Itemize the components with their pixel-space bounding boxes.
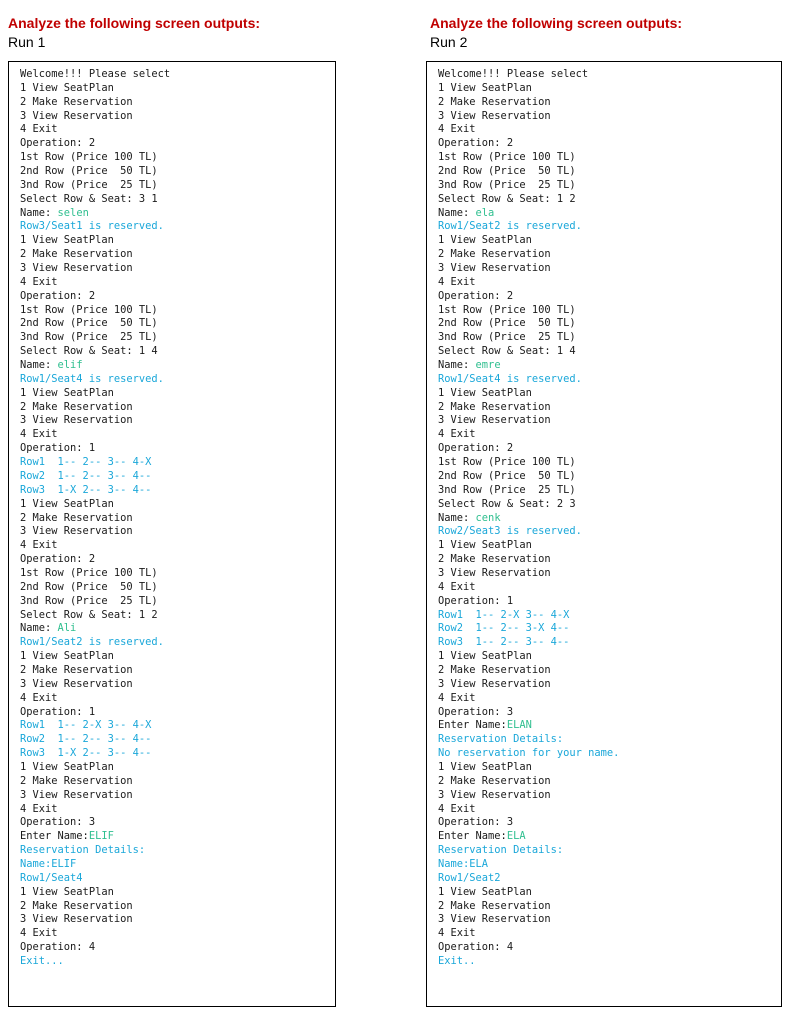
console-prompt-text: 3 View Reservation: [438, 913, 551, 926]
console-output-text: Row1 1-- 2-X 3-- 4-X: [438, 608, 570, 621]
console-output-text: Exit...: [20, 955, 64, 967]
console-prompt-text: 4 Exit: [20, 802, 58, 815]
console-line: [438, 359, 781, 373]
console-line: [20, 816, 335, 830]
console-prompt-text: 1st Row (Price 100 TL): [20, 303, 158, 316]
console-prompt-text: 2nd Row (Price 50 TL): [438, 317, 576, 330]
console-prompt-text: 2nd Row (Price 50 TL): [438, 469, 576, 482]
console-line: [20, 207, 335, 221]
console-output-text: Reservation Details:: [438, 733, 564, 746]
console-user-input: ELA: [506, 830, 526, 843]
console-line: [438, 733, 781, 747]
console-line: [20, 650, 335, 664]
console-prompt-text: 1 View SeatPlan: [20, 81, 114, 94]
console-prompt-text: 3 View Reservation: [20, 262, 133, 275]
console-prompt-text: 3 View Reservation: [20, 677, 133, 690]
console-line: [20, 913, 335, 927]
console-line: [438, 137, 781, 151]
console-prompt-text: Name:: [20, 622, 58, 635]
run-2-console-text: [427, 62, 781, 969]
console-line: [438, 512, 781, 526]
console-prompt-text: Operation: 2: [20, 137, 96, 150]
console-prompt-text: 3nd Row (Price 25 TL): [20, 331, 158, 344]
run-1-heading: Analyze the following screen outputs:: [8, 15, 261, 31]
console-output-text: Row3 1-X 2-- 3-- 4--: [20, 483, 152, 496]
console-prompt-text: 2nd Row (Price 50 TL): [20, 165, 158, 178]
console-line: [438, 650, 781, 664]
console-prompt-text: 4 Exit: [20, 428, 58, 441]
console-line: [20, 373, 335, 387]
console-prompt-text: 2 Make Reservation: [438, 774, 551, 787]
console-prompt-text: 3 View Reservation: [20, 788, 133, 801]
console-line: [438, 414, 781, 428]
console-output-text: No reservation for your name.: [438, 747, 620, 760]
console-prompt-text: 1st Row (Price 100 TL): [438, 151, 576, 164]
console-line: [438, 844, 781, 858]
console-prompt-text: Operation: 1: [438, 594, 514, 607]
console-prompt-text: Name:: [438, 206, 476, 219]
console-line: [20, 151, 335, 165]
console-prompt-text: 1st Row (Price 100 TL): [20, 151, 158, 164]
console-prompt-text: 1 View SeatPlan: [20, 760, 114, 773]
console-prompt-text: 2 Make Reservation: [20, 663, 133, 676]
console-prompt-text: 4 Exit: [438, 428, 476, 441]
console-line: [438, 234, 781, 248]
console-output-text: Reservation Details:: [20, 844, 146, 857]
console-line: [20, 539, 335, 553]
console-line: [438, 706, 781, 720]
console-user-input: ELIF: [88, 830, 114, 843]
console-line: [20, 456, 335, 470]
console-line: [20, 955, 335, 969]
console-line: [438, 276, 781, 290]
console-line: [438, 373, 781, 387]
console-user-input: ela: [475, 206, 495, 219]
console-prompt-text: Operation: 3: [438, 705, 514, 718]
console-output-text: Name:ELA: [438, 857, 489, 870]
console-line: [20, 595, 335, 609]
console-line: [438, 248, 781, 262]
console-line: [438, 886, 781, 900]
console-line: [438, 830, 781, 844]
console-prompt-text: 2 Make Reservation: [20, 899, 133, 912]
console-prompt-text: 3 View Reservation: [20, 109, 133, 122]
console-prompt-text: 1 View SeatPlan: [20, 386, 114, 399]
console-prompt-text: 2 Make Reservation: [20, 400, 133, 413]
console-line: [438, 345, 781, 359]
console-line: [438, 123, 781, 137]
console-line: [20, 276, 335, 290]
console-line: [20, 719, 335, 733]
console-prompt-text: 4 Exit: [438, 580, 476, 593]
console-prompt-text: 3 View Reservation: [438, 677, 551, 690]
console-prompt-text: 1st Row (Price 100 TL): [438, 303, 576, 316]
console-output-text: Row3 1-X 2-- 3-- 4--: [20, 747, 152, 760]
console-output-text: Row1 1-- 2-X 3-- 4-X: [20, 719, 152, 732]
console-line: [438, 636, 781, 650]
console-line: [438, 692, 781, 706]
console-prompt-text: 4 Exit: [20, 539, 58, 552]
console-line: [20, 692, 335, 706]
console-prompt-text: 1 View SeatPlan: [20, 234, 114, 247]
console-prompt-text: 3 View Reservation: [20, 913, 133, 926]
console-prompt-text: 3nd Row (Price 25 TL): [438, 178, 576, 191]
console-line: [438, 789, 781, 803]
run-2-heading: Analyze the following screen outputs:: [430, 15, 683, 31]
console-line: [438, 484, 781, 498]
console-line: [20, 179, 335, 193]
console-line: [20, 165, 335, 179]
console-prompt-text: Operation: 4: [438, 941, 514, 954]
console-line: [438, 664, 781, 678]
console-line: [438, 110, 781, 124]
console-line: [20, 442, 335, 456]
console-line: [20, 317, 335, 331]
console-line: [438, 567, 781, 581]
console-prompt-text: 2 Make Reservation: [438, 663, 551, 676]
console-prompt-text: Operation: 2: [20, 553, 96, 566]
console-line: [438, 220, 781, 234]
console-output-text: Row2/Seat3 is reserved.: [438, 525, 582, 538]
run-1-console-text: [9, 62, 335, 969]
console-prompt-text: Enter Name:: [438, 830, 507, 843]
console-prompt-text: Enter Name:: [20, 830, 89, 843]
console-line: [20, 401, 335, 415]
console-output-text: Row1/Seat2 is reserved.: [438, 220, 582, 233]
console-line: [438, 595, 781, 609]
console-line: [20, 359, 335, 373]
console-output-text: Row2 1-- 2-- 3-- 4--: [20, 733, 152, 746]
console-line: [20, 137, 335, 151]
console-line: [20, 747, 335, 761]
console-line: [438, 941, 781, 955]
console-line: [438, 622, 781, 636]
console-output-text: Exit..: [438, 955, 476, 967]
console-prompt-text: 2 Make Reservation: [438, 248, 551, 261]
console-prompt-text: Welcome!!! Please select: [438, 68, 589, 80]
console-prompt-text: Select Row & Seat: 3 1: [20, 192, 158, 205]
console-user-input: elif: [57, 359, 83, 372]
console-line: [438, 290, 781, 304]
console-output-text: Row1/Seat4 is reserved.: [20, 372, 164, 385]
console-line: [438, 900, 781, 914]
console-prompt-text: Name:: [438, 511, 476, 524]
console-line: [20, 830, 335, 844]
console-line: [438, 747, 781, 761]
console-prompt-text: 1 View SeatPlan: [20, 497, 114, 510]
console-prompt-text: 4 Exit: [438, 691, 476, 704]
console-output-text: Row1/Seat2 is reserved.: [20, 636, 164, 649]
console-line: [20, 82, 335, 96]
console-prompt-text: 1 View SeatPlan: [438, 650, 532, 663]
console-line: [20, 220, 335, 234]
console-line: [20, 858, 335, 872]
console-line: [438, 331, 781, 345]
console-prompt-text: Operation: 2: [438, 137, 514, 150]
console-prompt-text: Operation: 2: [438, 289, 514, 302]
console-output-text: Row1/Seat4: [20, 871, 83, 884]
console-line: [438, 304, 781, 318]
console-prompt-text: 2nd Row (Price 50 TL): [20, 580, 158, 593]
console-line: [438, 955, 781, 969]
console-line: [438, 498, 781, 512]
console-line: [438, 317, 781, 331]
console-user-input: cenk: [475, 511, 501, 524]
console-output-text: Row2 1-- 2-- 3-- 4--: [20, 469, 152, 482]
console-line: [20, 664, 335, 678]
console-prompt-text: 4 Exit: [438, 123, 476, 136]
console-line: [438, 719, 781, 733]
console-prompt-text: 3 View Reservation: [438, 566, 551, 579]
console-line: [438, 387, 781, 401]
console-line: [20, 567, 335, 581]
console-output-text: Name:ELIF: [20, 857, 77, 870]
console-prompt-text: 3 View Reservation: [438, 109, 551, 122]
console-line: [438, 207, 781, 221]
console-prompt-text: 3 View Reservation: [20, 525, 133, 538]
console-prompt-text: 2 Make Reservation: [20, 511, 133, 524]
console-user-input: Ali: [57, 622, 77, 635]
console-line: [438, 872, 781, 886]
console-prompt-text: Operation: 2: [438, 442, 514, 455]
console-prompt-text: 2 Make Reservation: [438, 400, 551, 413]
console-line: [20, 193, 335, 207]
console-line: [20, 581, 335, 595]
console-line: [438, 151, 781, 165]
console-line: [20, 733, 335, 747]
console-line: [20, 470, 335, 484]
console-line: [438, 775, 781, 789]
console-prompt-text: Operation: 1: [20, 442, 96, 455]
console-line: [438, 401, 781, 415]
console-line: [20, 553, 335, 567]
console-output-text: Row3 1-- 2-- 3-- 4--: [438, 636, 570, 649]
console-line: [438, 858, 781, 872]
console-line: [20, 414, 335, 428]
console-prompt-text: Name:: [20, 206, 58, 219]
console-prompt-text: Enter Name:: [438, 719, 507, 732]
console-line: [20, 262, 335, 276]
console-line: [20, 775, 335, 789]
console-line: [20, 234, 335, 248]
console-line: [20, 248, 335, 262]
console-line: [438, 761, 781, 775]
console-prompt-text: 2 Make Reservation: [20, 774, 133, 787]
console-line: [20, 387, 335, 401]
console-line: [20, 484, 335, 498]
console-prompt-text: Select Row & Seat: 1 4: [438, 345, 576, 358]
console-prompt-text: 4 Exit: [20, 927, 58, 940]
console-prompt-text: 3nd Row (Price 25 TL): [438, 331, 576, 344]
console-prompt-text: Operation: 3: [20, 816, 96, 829]
console-prompt-text: 2 Make Reservation: [438, 553, 551, 566]
console-prompt-text: 4 Exit: [20, 275, 58, 288]
console-line: [438, 68, 781, 82]
console-output-text: Row3/Seat1 is reserved.: [20, 220, 164, 233]
console-line: [20, 678, 335, 692]
console-line: [20, 498, 335, 512]
console-prompt-text: Name:: [20, 359, 58, 372]
console-line: [438, 816, 781, 830]
console-prompt-text: 2 Make Reservation: [20, 248, 133, 261]
console-prompt-text: 4 Exit: [438, 802, 476, 815]
console-prompt-text: Select Row & Seat: 1 2: [20, 608, 158, 621]
console-prompt-text: Welcome!!! Please select: [20, 68, 171, 80]
console-line: [20, 525, 335, 539]
console-prompt-text: Select Row & Seat: 1 4: [20, 345, 158, 358]
console-prompt-text: Operation: 1: [20, 705, 96, 718]
console-line: [20, 886, 335, 900]
console-line: [438, 193, 781, 207]
console-line: [438, 428, 781, 442]
console-line: [438, 165, 781, 179]
console-line: [438, 609, 781, 623]
console-prompt-text: Select Row & Seat: 1 2: [438, 192, 576, 205]
console-prompt-text: 3nd Row (Price 25 TL): [20, 178, 158, 191]
console-prompt-text: Operation: 2: [20, 289, 96, 302]
run-1-header: [8, 14, 260, 51]
console-line: [20, 803, 335, 817]
console-output-text: Row1 1-- 2-- 3-- 4-X: [20, 456, 152, 469]
console-output-text: Row1/Seat2: [438, 871, 501, 884]
console-line: [438, 678, 781, 692]
console-line: [20, 622, 335, 636]
console-line: [20, 609, 335, 623]
console-line: [20, 331, 335, 345]
console-line: [20, 428, 335, 442]
console-line: [438, 539, 781, 553]
console-line: [20, 345, 335, 359]
console-prompt-text: 1 View SeatPlan: [438, 760, 532, 773]
console-line: [20, 900, 335, 914]
console-line: [20, 512, 335, 526]
console-line: [20, 290, 335, 304]
console-line: [438, 442, 781, 456]
console-line: [20, 110, 335, 124]
console-prompt-text: 4 Exit: [20, 691, 58, 704]
console-line: [438, 553, 781, 567]
console-line: [20, 68, 335, 82]
console-prompt-text: 3nd Row (Price 25 TL): [20, 594, 158, 607]
console-prompt-text: 4 Exit: [438, 927, 476, 940]
console-output-text: Row1/Seat4 is reserved.: [438, 372, 582, 385]
console-prompt-text: 2 Make Reservation: [438, 899, 551, 912]
console-prompt-text: 2 Make Reservation: [20, 95, 133, 108]
console-prompt-text: 1st Row (Price 100 TL): [438, 456, 576, 469]
run-1-console: [8, 61, 336, 1007]
console-prompt-text: 3 View Reservation: [438, 262, 551, 275]
console-prompt-text: Operation: 4: [20, 941, 96, 954]
console-line: [438, 262, 781, 276]
console-line: [20, 872, 335, 886]
console-prompt-text: 3nd Row (Price 25 TL): [438, 483, 576, 496]
console-line: [438, 456, 781, 470]
console-prompt-text: 1 View SeatPlan: [20, 885, 114, 898]
run-2-console: [426, 61, 782, 1007]
console-user-input: ELAN: [506, 719, 532, 732]
console-line: [20, 789, 335, 803]
console-line: [20, 761, 335, 775]
console-line: [438, 179, 781, 193]
console-prompt-text: Select Row & Seat: 2 3: [438, 497, 576, 510]
console-line: [438, 581, 781, 595]
console-line: [20, 123, 335, 137]
console-user-input: selen: [57, 206, 89, 219]
console-line: [438, 82, 781, 96]
console-prompt-text: 1st Row (Price 100 TL): [20, 566, 158, 579]
console-prompt-text: Operation: 3: [438, 816, 514, 829]
console-line: [438, 525, 781, 539]
console-line: [438, 927, 781, 941]
console-prompt-text: 1 View SeatPlan: [438, 234, 532, 247]
console-line: [20, 96, 335, 110]
console-prompt-text: 4 Exit: [438, 275, 476, 288]
console-line: [20, 927, 335, 941]
run-1-label: Run 1: [8, 34, 46, 50]
console-prompt-text: 2nd Row (Price 50 TL): [438, 165, 576, 178]
console-prompt-text: 1 View SeatPlan: [438, 81, 532, 94]
console-prompt-text: 1 View SeatPlan: [438, 386, 532, 399]
console-line: [438, 470, 781, 484]
console-prompt-text: 2 Make Reservation: [438, 95, 551, 108]
console-line: [438, 96, 781, 110]
run-2-label: Run 2: [430, 34, 468, 50]
console-output-text: Reservation Details:: [438, 844, 564, 857]
console-prompt-text: 3 View Reservation: [20, 414, 133, 427]
console-prompt-text: 1 View SeatPlan: [438, 539, 532, 552]
console-prompt-text: 2nd Row (Price 50 TL): [20, 317, 158, 330]
console-line: [20, 706, 335, 720]
console-line: [20, 304, 335, 318]
console-prompt-text: 1 View SeatPlan: [438, 885, 532, 898]
console-line: [20, 636, 335, 650]
console-prompt-text: 4 Exit: [20, 123, 58, 136]
console-line: [438, 913, 781, 927]
console-user-input: emre: [475, 359, 501, 372]
console-line: [438, 803, 781, 817]
console-prompt-text: 1 View SeatPlan: [20, 650, 114, 663]
console-prompt-text: 3 View Reservation: [438, 414, 551, 427]
console-output-text: Row2 1-- 2-- 3-X 4--: [438, 622, 570, 635]
run-2-header: [430, 14, 682, 51]
console-line: [20, 941, 335, 955]
console-prompt-text: 3 View Reservation: [438, 788, 551, 801]
console-line: [20, 844, 335, 858]
console-prompt-text: Name:: [438, 359, 476, 372]
